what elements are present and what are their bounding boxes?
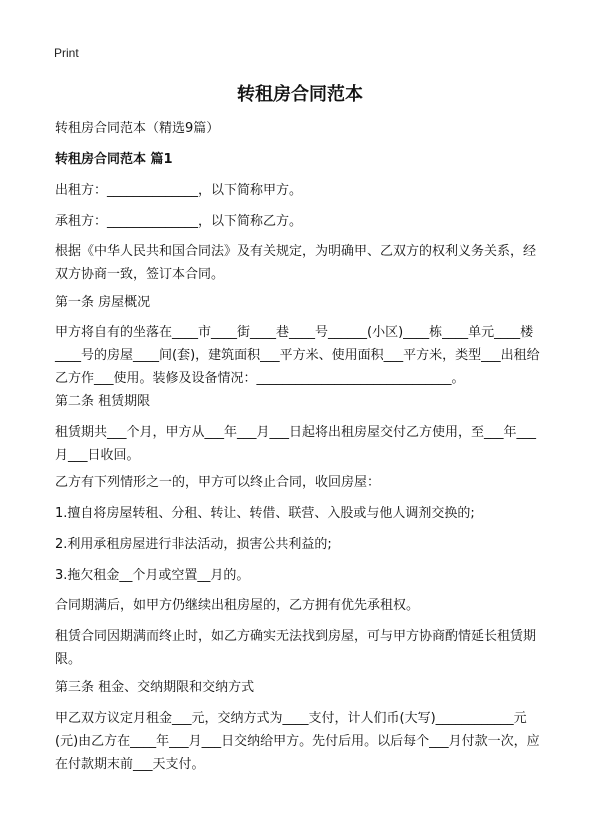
termination-intro: 乙方有下列情形之一的，甲方可以终止合同，收回房屋： — [55, 475, 381, 490]
preamble-paragraph: 根据《中华人民共和国合同法》及有关规定，为明确甲、乙双方的权利义务关系，经双方协商一致，签订本合同。 — [55, 244, 537, 282]
renewal-paragraph: 合同期满后，如甲方仍继续出租房屋的，乙方拥有优先承租权。 — [55, 598, 420, 613]
print-link[interactable]: Print — [54, 46, 79, 60]
lessee-line: 承租方：______________，以下简称乙方。 — [55, 214, 303, 229]
termination-item-2: 2.利用承租房屋进行非法活动，损害公共利益的; — [55, 537, 332, 552]
termination-item-3: 3.拖欠租金__个月或空置__月的。 — [55, 568, 250, 583]
lease-term-paragraph: 租赁期共___个月，甲方从___年___月___日起将出租房屋交付乙方使用，至___年___月___日收回。 — [55, 425, 537, 463]
article-3-heading: 第三条 租金、交纳期限和交纳方式 — [55, 680, 255, 695]
article-2-heading: 第二条 租赁期限 — [55, 394, 151, 409]
rent-paragraph: 甲乙双方议定月租金___元，交纳方式为____支付，计人们币(大写)____________元(元)由乙方在____年___月___日交纳给甲方。先付后用。以后每个___月付款一次，应在付款期末前___天支付。 — [55, 711, 540, 772]
extension-paragraph: 租赁合同因期满而终止时，如乙方确实无法找到房屋，可与甲方协商酌情延长租赁期限。 — [55, 629, 537, 667]
document-subtitle: 转租房合同范本（精选9篇） — [55, 121, 220, 136]
termination-item-1: 1.擅自将房屋转租、分租、转让、转借、联营、入股或与他人调剂交换的; — [55, 506, 475, 521]
article-1-heading: 第一条 房屋概况 — [55, 295, 151, 310]
article-1-body: 甲方将自有的坐落在____市____街____巷____号______(小区)____栋____单元____楼____号的房屋____间(套)，建筑面积___平方米、使用面积___平方米，类型___出租给乙方作___使用。装修及设备情况：______________________________。 — [55, 325, 540, 386]
section-heading: 转租房合同范本 篇1 — [55, 152, 173, 167]
lessor-line: 出租方：______________，以下简称甲方。 — [55, 183, 303, 198]
document-title: 转租房合同范本 — [237, 84, 363, 105]
